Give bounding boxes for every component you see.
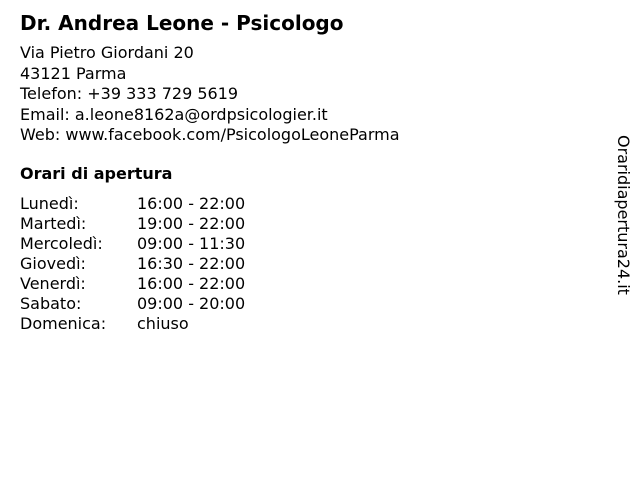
contact-info [20, 43, 400, 146]
time-range: 09:00 - 20:00 [137, 294, 246, 313]
time-range: 19:00 - 22:00 [137, 214, 246, 233]
day-label: Venerdì: [20, 274, 86, 293]
day-label: Mercoledì: [20, 234, 103, 253]
day-label: Sabato: [20, 294, 82, 313]
day-label: Martedì: [20, 214, 87, 233]
day-label: Lunedì: [20, 194, 79, 213]
address-city: 43121 Parma [20, 63, 127, 83]
time-range: 16:00 - 22:00 [137, 194, 246, 213]
page-title: Dr. Andrea Leone - Psicologo [20, 11, 344, 35]
time-range: 16:30 - 22:00 [137, 254, 246, 273]
phone-number: Telefon: +39 333 729 5619 [20, 84, 239, 103]
website-url: Web: www.facebook.com/PsicologoLeoneParma [20, 125, 400, 144]
time-range: chiuso [137, 314, 189, 333]
watermark-text: Oraridiapertura24.it [614, 135, 633, 295]
time-range: 16:00 - 22:00 [137, 274, 246, 293]
opening-hours-heading: Orari di apertura [20, 164, 173, 183]
time-range: 09:00 - 11:30 [137, 234, 246, 253]
address-street: Via Pietro Giordani 20 [20, 43, 194, 62]
watermark [612, 135, 634, 305]
day-label: Giovedì: [20, 254, 86, 273]
day-label: Domenica: [20, 314, 107, 333]
email-address: Email: a.leone8162a@ordpsicologier.it [20, 104, 328, 124]
